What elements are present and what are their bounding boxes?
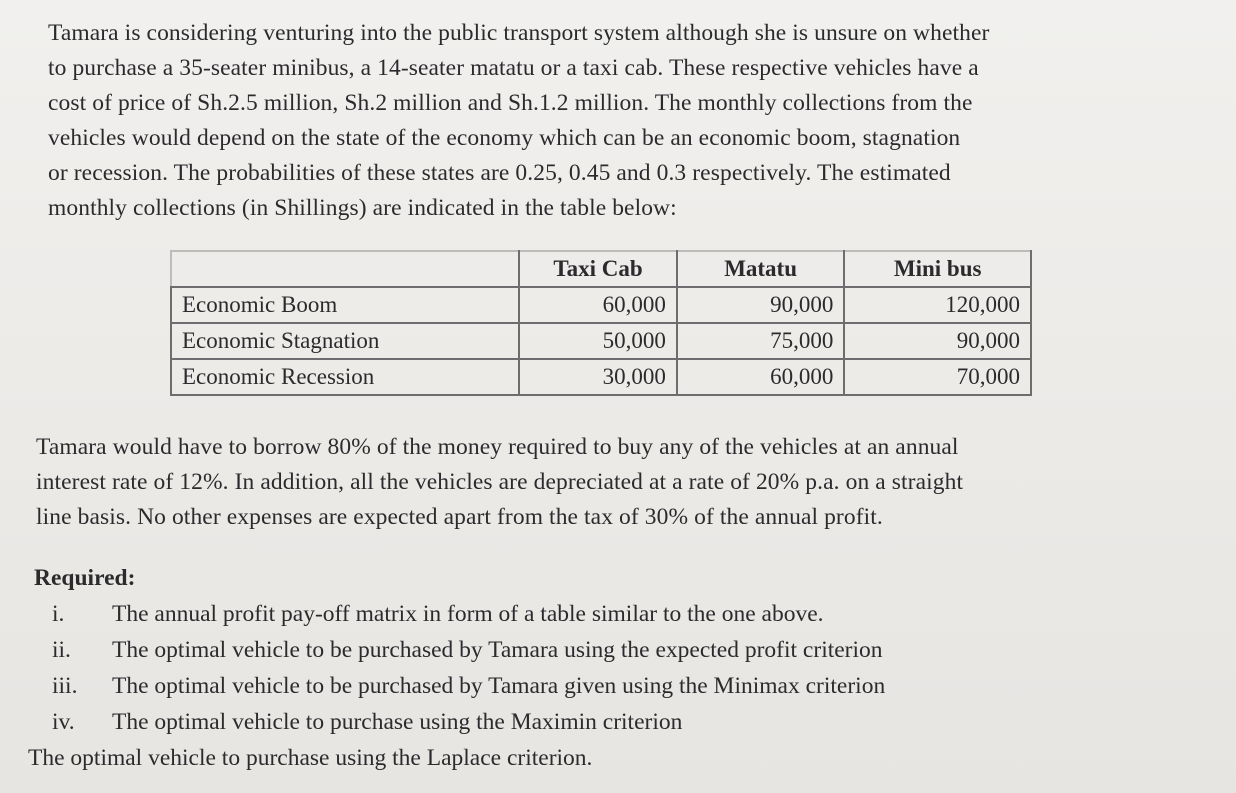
financing-paragraph xyxy=(36,430,1106,535)
intro-paragraph xyxy=(48,16,1098,226)
table-header-mini-bus: Mini bus xyxy=(844,251,1031,287)
table-header-row xyxy=(171,251,1031,287)
financing-line: line basis. No other expenses are expected apart from the tax of 30% of the annual profit. xyxy=(36,504,883,530)
list-item-text: The annual profit pay-off matrix in form of a table similar to the one above. xyxy=(112,601,824,627)
list-item xyxy=(34,668,885,704)
list-item-numeral: iii. xyxy=(52,673,78,699)
table-header-taxi-cab: Taxi Cab xyxy=(519,251,677,287)
required-heading: Required: xyxy=(34,565,136,591)
table-row xyxy=(171,287,1031,323)
list-item-text: The optimal vehicle to be purchased by Tamara using the expected profit criterion xyxy=(112,637,883,663)
table-header-blank xyxy=(171,251,519,287)
intro-line: Tamara is considering venturing into the public transport system although she is unsure on whether xyxy=(48,20,990,46)
final-requirement: The optimal vehicle to purchase using the Laplace criterion. xyxy=(28,745,593,771)
table-cell: 30,000 xyxy=(519,359,677,395)
list-item-numeral: ii. xyxy=(52,637,71,663)
list-item-text: The optimal vehicle to be purchased by Tamara given using the Minimax criterion xyxy=(112,673,886,699)
intro-line: vehicles would depend on the state of the economy which can be an economic boom, stagnation xyxy=(48,125,961,151)
financing-line: interest rate of 12%. In addition, all the vehicles are depreciated at a rate of 20% p.a. on a straight xyxy=(36,469,964,495)
table-cell: 70,000 xyxy=(844,359,1031,395)
list-item xyxy=(34,632,885,668)
table-cell: 90,000 xyxy=(677,287,845,323)
list-item-text: The optimal vehicle to purchase using the Maximin criterion xyxy=(112,709,683,735)
table-row xyxy=(171,323,1031,359)
required-section xyxy=(28,560,886,776)
table-cell: 60,000 xyxy=(519,287,677,323)
financing-line: Tamara would have to borrow 80% of the money required to buy any of the vehicles at an annual xyxy=(36,434,959,460)
table-row-state: Economic Recession xyxy=(171,359,519,395)
table-row-state: Economic Stagnation xyxy=(171,323,519,359)
intro-line: cost of price of Sh.2.5 million, Sh.2 million and Sh.1.2 million. The monthly collections from the xyxy=(48,90,973,116)
list-item xyxy=(34,596,885,632)
list-item-numeral: i. xyxy=(52,601,65,627)
collections-table xyxy=(170,250,1032,396)
table-cell: 60,000 xyxy=(677,359,845,395)
table-cell: 120,000 xyxy=(844,287,1031,323)
intro-line: monthly collections (in Shillings) are indicated in the table below: xyxy=(48,195,677,221)
table-header-matatu: Matatu xyxy=(677,251,845,287)
list-item-numeral: iv. xyxy=(52,709,75,735)
table-row-state: Economic Boom xyxy=(171,287,519,323)
table-cell: 75,000 xyxy=(677,323,845,359)
intro-line: to purchase a 35-seater minibus, a 14-seater matatu or a taxi cab. These respective vehicles have a xyxy=(48,55,979,81)
table-cell: 50,000 xyxy=(519,323,677,359)
table-row xyxy=(171,359,1031,395)
intro-line: or recession. The probabilities of these states are 0.25, 0.45 and 0.3 respectively. The estimated xyxy=(48,160,951,186)
table-cell: 90,000 xyxy=(844,323,1031,359)
list-item xyxy=(34,704,885,740)
